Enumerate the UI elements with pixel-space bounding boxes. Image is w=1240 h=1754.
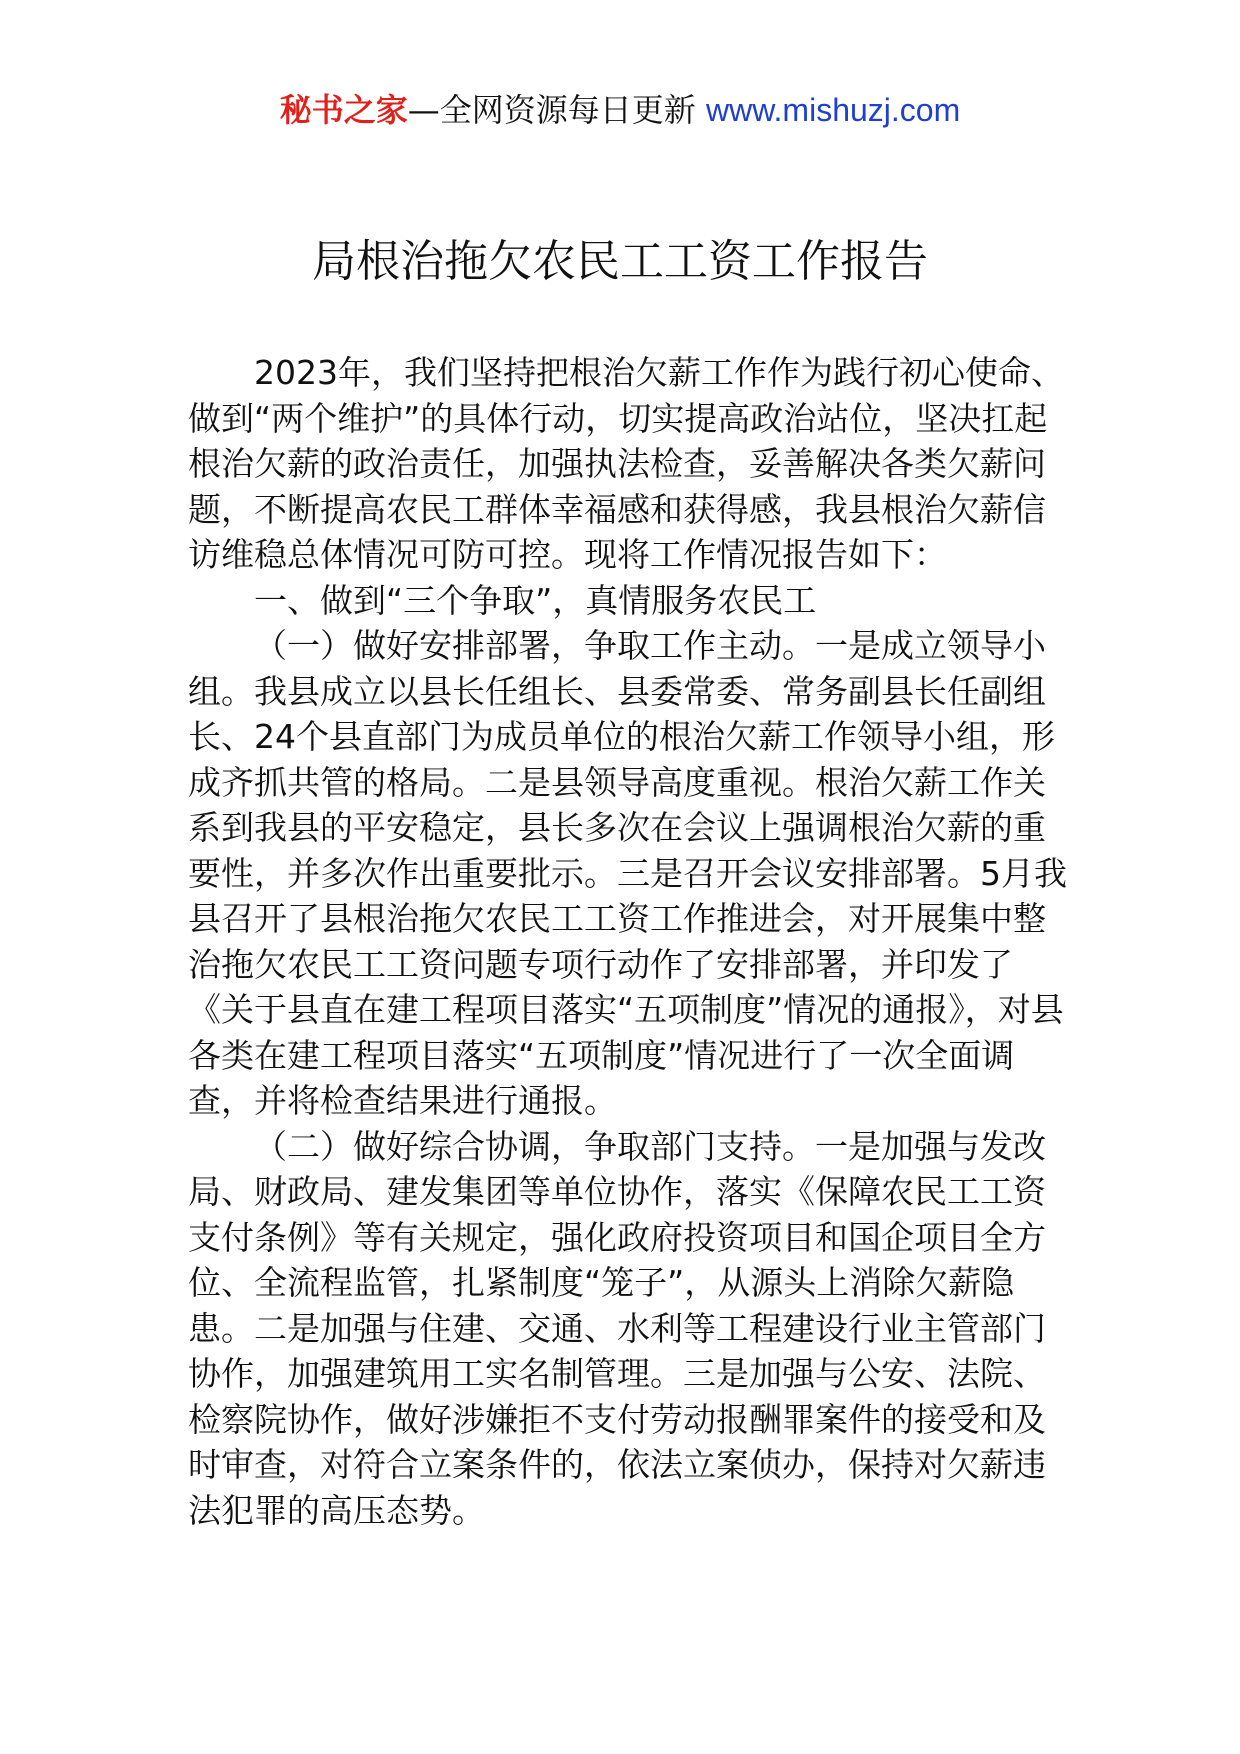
site-banner [0,88,1240,132]
banner-slogan: —全网资源每日更新 [407,91,696,129]
intro-paragraph: 2023年，我们坚持把根治欠薪工作作为践行初心使命、做到“两个维护”的具体行动，切实提高政治站位，坚决扛起根治欠薪的政治责任，加强执法检查，妥善解决各类欠薪问题，不断提高农民工群体幸福感和获得感，我县根治欠薪信访维稳总体情况可防可控。现将工作情况报告如下： [188,353,1064,574]
subsection-paragraph-2: （二）做好综合协调，争取部门支持。一是加强与发改局、财政局、建发集团等单位协作，落实《保障农民工工资支付条例》等有关规定，强化政府投资项目和国企项目全方位、全流程监管，扎紧制度“笼子”，从源头上消除欠薪隐患。二是加强与住建、交通、水利等工程建设行业主管部门协作，加强建筑用工实名制管理。三是加强与公安、法院、检察院协作，做好涉嫌拒不支付劳动报酬罪案件的接受和及时审查，对符合立案条件的，依法立案侦办，保持对欠薪违法犯罪的高压态势。 [188,1126,1046,1530]
section-heading-1: 一、做到“三个争取”，真情服务农民工 [254,580,817,620]
brand-name: 秘书之家 [279,91,408,129]
subsection-paragraph-1: （一）做好安排部署，争取工作主动。一是成立领导小组。我县成立以县长任组长、县委常委、常务副县长任副组长、24个县直部门为成员单位的根治欠薪工作领导小组，形成齐抓共管的格局。二是县领导高度重视。根治欠薪工作关系到我县的平安稳定，县长多次在会议上强调根治欠薪的重要性，并多次作出重要批示。三是召开会议安排部署。5月我县召开了县根治拖欠农民工工资工作推进会，对开展集中整治拖欠农民工工资问题专项行动作了安排部署，并印发了《关于县直在建工程项目落实“五项制度”情况的通报》，对县各类在建工程项目落实“五项制度”情况进行了一次全面调查，并将检查结果进行通报。 [188,626,1067,1120]
site-url-link[interactable]: www.mishuzj.com [705,92,961,128]
document-body [188,350,1070,1533]
document-title: 局根治拖欠农民工工资工作报告 [312,236,928,287]
